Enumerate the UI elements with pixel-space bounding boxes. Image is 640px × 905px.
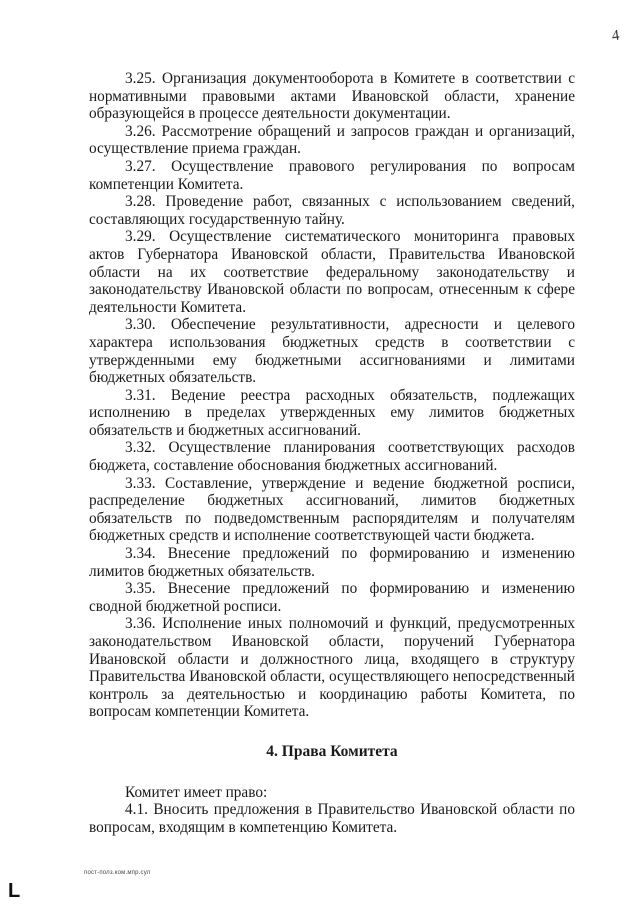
clause-3-31: 3.31. Ведение реестра расходных обязательств, подлежащих исполнению в пределах утвержденных ему лимитов бюджетных обязательств и бюджетных ассигнований.	[89, 386, 575, 439]
section-heading: 4. Права Комитета	[266, 742, 398, 760]
clause-3-36: 3.36. Исполнение иных полномочий и функций, предусмотренных законодательством Ивановской области, поручений Губернатора Ивановской области и должностного лица, входящего в структуру Правительства Ивановской области, осуществляющего непосредственный контроль за деятельностью и координацию работы Комитета, по вопросам компетенции Комитета.	[89, 615, 575, 721]
clause-3-35: 3.35. Внесение предложений по формированию и изменению сводной бюджетной росписи.	[89, 580, 575, 615]
clause-3-34: 3.34. Внесение предложений по формированию и изменению лимитов бюджетных обязательств.	[89, 545, 575, 580]
clause-3-32: 3.32. Осуществление планирования соответствующих расходов бюджета, составление обоснования бюджетных ассигнований.	[89, 439, 575, 475]
clause-3-29: 3.29. Осуществление систематического мониторинга правовых актов Губернатора Ивановской области, Правительства Ивановской области на их соответствие федеральному законодательству и законодательству Ивановской области по вопросам, отнесенным к сфере деятельности Комитета.	[89, 228, 575, 316]
corner-mark: L	[8, 880, 21, 902]
clause-4-1: 4.1. Вносить предложения в Правительство Ивановской области по вопросам, входящим в компетенцию Комитета.	[89, 801, 575, 836]
clause-3-28: 3.28. Проведение работ, связанных с использованием сведений, составляющих государственную тайну.	[89, 193, 575, 228]
page-number-mark: 4	[610, 27, 621, 45]
clause-3-25: 3.25. Организация документооборота в Комитете в соответствии с нормативными правовыми актами Ивановской области, хранение образующейся в процессе деятельности документации.	[89, 70, 575, 123]
clause-3-33: 3.33. Составление, утверждение и ведение бюджетной росписи, распределение бюджетных ассигнований, лимитов бюджетных обязательств по подведомственным распорядителям и получателям бюджетных средств и исполнение соответствующей части бюджета.	[89, 474, 575, 545]
clause-3-26: 3.26. Рассмотрение обращений и запросов граждан и организаций, осуществление приема граждан.	[89, 122, 575, 158]
clause-3-27: 3.27. Осуществление правового регулирования по вопросам компетенции Комитета.	[89, 157, 575, 193]
clause-3-30: 3.30. Обеспечение результативности, адресности и целевого характера использования бюджетных средств в соответствии с утвержденными ему бюджетными ассигнованиями и лимитами бюджетных обязательств.	[89, 316, 575, 387]
document-body	[89, 70, 575, 836]
section-intro: Комитет имеет право:	[125, 783, 268, 801]
footer-file-code: пост-полз.ком.мпр.сул	[84, 870, 151, 876]
